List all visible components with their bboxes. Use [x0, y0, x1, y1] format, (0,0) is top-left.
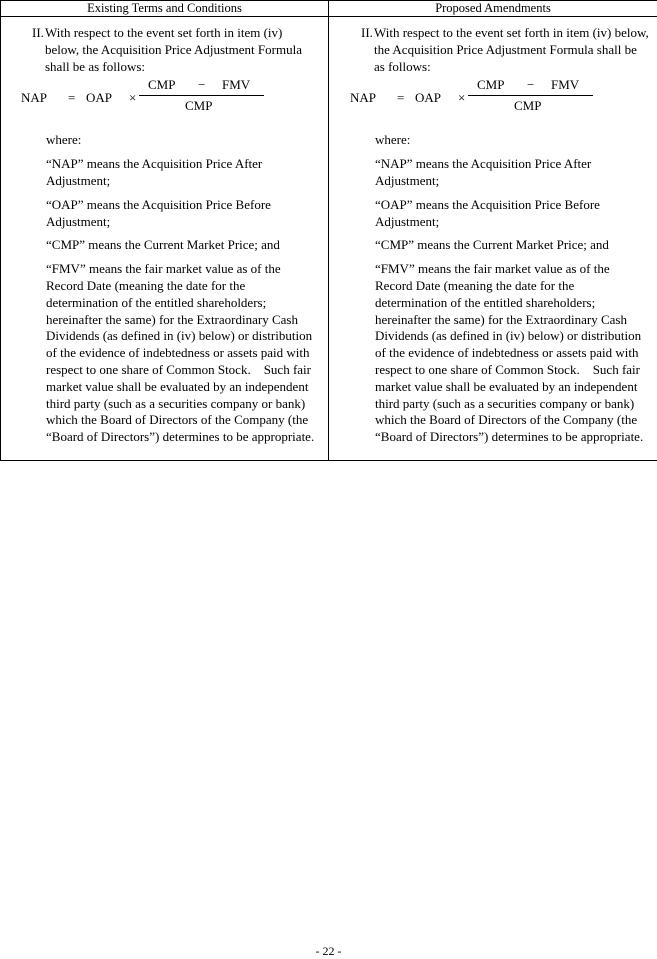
formula-denominator-cmp: CMP: [514, 98, 541, 115]
definition-nap: “NAP” means the Acquisition Price After Adjustment;: [46, 156, 318, 190]
definition-cmp: “CMP” means the Current Market Price; and: [46, 237, 318, 254]
where-label: where:: [46, 132, 318, 149]
formula-times: ×: [458, 90, 465, 107]
item-number: II.: [32, 25, 45, 75]
formula-times: ×: [129, 90, 136, 107]
formula-minus: −: [198, 77, 205, 94]
header-existing: Existing Terms and Conditions: [1, 1, 329, 17]
comparison-table: [0, 0, 657, 461]
formula-numerator-cmp: CMP: [148, 77, 175, 94]
header-proposed: Proposed Amendments: [329, 1, 657, 17]
fraction-bar: [139, 95, 264, 96]
definition-oap: “OAP” means the Acquisition Price Before Adjustment;: [375, 197, 649, 231]
item-intro: With respect to the event set forth in item (iv) below, the Acquisition Price Adjustment Formula shall be as follows:: [374, 25, 649, 75]
definition-cmp: “CMP” means the Current Market Price; and: [375, 237, 649, 254]
item-ii: [362, 25, 649, 75]
adjustment-formula: [362, 77, 649, 125]
page-number: - 22 -: [0, 944, 657, 959]
content-row: [1, 17, 657, 461]
header-row: [1, 1, 657, 17]
formula-numerator-fmv: FMV: [551, 77, 579, 94]
proposed-cell: [329, 17, 657, 461]
formula-nap: NAP: [21, 90, 47, 107]
formula-oap: OAP: [415, 90, 441, 107]
existing-cell: [1, 17, 329, 461]
where-label: where:: [375, 132, 649, 149]
adjustment-formula: [33, 77, 318, 125]
formula-nap: NAP: [350, 90, 376, 107]
definition-oap: “OAP” means the Acquisition Price Before Adjustment;: [46, 197, 318, 231]
formula-equals: =: [68, 90, 75, 107]
definition-fmv: “FMV” means the fair market value as of the Record Date (meaning the date for the determination of the entitled shareholders; hereinafter the same) for the Extraordinary Cash Dividends (as defined in (iv) below) or distribution of the evidence of indebtedness or assets paid with respect to one share of Common Stock. Such fair market value shall be evaluated by an independent third party (such as a securities company or bank) which the Board of Directors of the Company (the “Board of Directors”) determines to be appropriate.: [375, 261, 649, 446]
formula-equals: =: [397, 90, 404, 107]
formula-minus: −: [527, 77, 534, 94]
fraction-bar: [468, 95, 593, 96]
formula-oap: OAP: [86, 90, 112, 107]
definition-fmv: “FMV” means the fair market value as of the Record Date (meaning the date for the determination of the entitled shareholders; hereinafter the same) for the Extraordinary Cash Dividends (as defined in (iv) below) or distribution of the evidence of indebtedness or assets paid with respect to one share of Common Stock. Such fair market value shall be evaluated by an independent third party (such as a securities company or bank) which the Board of Directors of the Company (the “Board of Directors”) determines to be appropriate.: [46, 261, 318, 446]
item-number: II.: [361, 25, 374, 75]
formula-denominator-cmp: CMP: [185, 98, 212, 115]
item-ii: [33, 25, 318, 75]
item-intro: With respect to the event set forth in item (iv) below, the Acquisition Price Adjustment Formula shall be as follows:: [45, 25, 318, 75]
formula-numerator-cmp: CMP: [477, 77, 504, 94]
formula-numerator-fmv: FMV: [222, 77, 250, 94]
definition-nap: “NAP” means the Acquisition Price After Adjustment;: [375, 156, 649, 190]
